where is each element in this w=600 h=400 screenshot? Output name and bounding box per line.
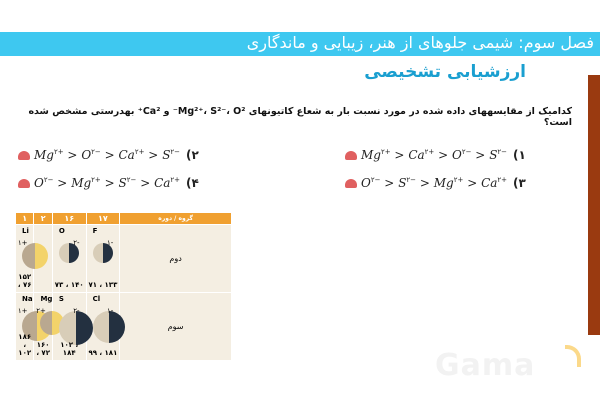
group-header: ۲ — [34, 213, 52, 225]
ion: Mg — [361, 148, 381, 162]
gt-sign: > — [384, 176, 395, 190]
ion: O — [81, 148, 92, 162]
ion: O — [361, 176, 371, 190]
period-label: دوم — [120, 225, 232, 293]
ion-charge: ۲− — [126, 176, 137, 184]
element-symbol: Li — [22, 227, 29, 235]
option-1[interactable] — [345, 148, 526, 162]
option-number: (۴ — [186, 176, 199, 190]
ion-charge: ۲+ — [91, 176, 101, 184]
ion-charge: ۲- — [73, 239, 80, 247]
ion-charge: ۲− — [43, 176, 54, 184]
element-symbol: S — [58, 295, 64, 303]
table-row — [16, 293, 232, 361]
stamp-icon — [345, 151, 357, 160]
element-symbol: F — [92, 227, 98, 235]
ion: Ca — [154, 176, 171, 190]
ion: Ca — [118, 148, 135, 162]
table-row — [16, 225, 232, 293]
ion-charge: ۱- — [106, 239, 114, 247]
ion-charge: ۲+ — [36, 307, 46, 315]
gt-sign: > — [467, 176, 478, 190]
ion-charge: ۱- — [106, 307, 114, 315]
ion-charge: ۲− — [497, 148, 508, 156]
ion: Ca — [481, 176, 498, 190]
ion-charge: ۱+ — [17, 239, 28, 247]
ion-charge: ۲+ — [497, 176, 508, 184]
ion-charge: ۲− — [406, 176, 417, 184]
element-symbol: Mg — [40, 295, 53, 303]
ionic-radius-table — [15, 212, 232, 361]
side-accent-bar — [588, 75, 600, 335]
ion-charge: ۲- — [73, 307, 80, 315]
gt-sign: > — [394, 148, 405, 162]
option-number: (۳ — [513, 176, 526, 190]
option-number: (۱ — [513, 148, 526, 162]
ion: S — [489, 148, 498, 162]
ion-charge: ۲+ — [453, 176, 464, 184]
radii-values: ۱۰۲ ، ۱۸۴ — [60, 341, 79, 357]
logo-arc — [565, 345, 581, 367]
ion: Mg — [34, 148, 54, 162]
gt-sign: > — [104, 148, 115, 162]
ion-charge: ۲− — [91, 148, 101, 156]
corner-group: گروه — [178, 215, 193, 222]
ion: S — [118, 176, 127, 190]
gt-sign: > — [104, 176, 115, 190]
element-cell — [34, 293, 52, 361]
corner-header: گروه / دوره — [120, 213, 232, 225]
ion-charge: ۲+ — [424, 148, 435, 156]
gama-logo: Gama — [435, 348, 536, 383]
option-2[interactable] — [18, 148, 199, 162]
element-symbol: O — [58, 227, 65, 235]
ion-charge: ۲+ — [170, 176, 181, 184]
chapter-title: فصل سوم: شیمی جلوهای از هنر، زیبایی و ماندگاری — [246, 33, 594, 52]
period-label: سوم — [120, 293, 232, 361]
element-cell — [16, 225, 34, 293]
radii-values: ۷۳ ، ۱۴۰ — [54, 281, 84, 289]
element-symbol: Na — [22, 295, 33, 303]
group-header: ۱۶ — [52, 213, 86, 225]
radii-values: ۱۸۶ ، ۱۰۲ — [18, 333, 32, 357]
gt-sign: > — [67, 148, 78, 162]
corner-period: دوره — [158, 215, 173, 222]
option-3[interactable] — [345, 176, 526, 190]
option-4[interactable] — [18, 176, 199, 190]
gt-sign: > — [419, 176, 430, 190]
chapter-header — [0, 32, 600, 56]
radii-values: ۹۹ ، ۱۸۱ — [88, 349, 118, 357]
gt-sign: > — [140, 176, 151, 190]
option-number: (۲ — [186, 148, 199, 162]
ion-charge: ۲− — [170, 148, 181, 156]
element-symbol: Cl — [92, 295, 101, 303]
ion: Ca — [408, 148, 425, 162]
group-header: ۱۷ — [86, 213, 120, 225]
ion: Mg — [433, 176, 454, 190]
ion-charge: ۱+ — [17, 307, 28, 315]
ion-charge: ۲− — [370, 176, 381, 184]
element-cell — [16, 293, 34, 361]
ion-charge: ۲+ — [380, 148, 391, 156]
ion-charge: ۲− — [461, 148, 472, 156]
ion: S — [162, 148, 171, 162]
ion: O — [452, 148, 462, 162]
gt-sign: > — [57, 176, 68, 190]
stamp-icon — [18, 179, 30, 188]
question-text: کدامیک از مقایسههای داده شده در مورد نسبت بار به شعاع کاتیونهای Mg²⁺، S²⁻، O²⁻ و Ca²⁺ بهدرستی مشخص شده است؟ — [28, 106, 572, 128]
ion-charge: ۲+ — [134, 148, 145, 156]
element-cell — [52, 225, 86, 293]
empty-cell — [34, 225, 52, 293]
ion-charge: ۲+ — [53, 148, 64, 156]
element-cell — [52, 293, 86, 361]
group-header: ۱ — [16, 213, 34, 225]
ion: O — [34, 176, 44, 190]
gt-sign: > — [438, 148, 449, 162]
radii-values: ۷۱ ، ۱۳۳ — [88, 281, 118, 289]
table-header-row — [16, 213, 232, 225]
section-title: ارزشیابی تشخیصی — [364, 62, 526, 82]
element-cell — [86, 225, 120, 293]
ion: Mg — [71, 176, 92, 190]
element-cell — [86, 293, 120, 361]
radii-values: ۱۶۰ ، ۷۲ — [36, 341, 50, 357]
gt-sign: > — [148, 148, 159, 162]
stamp-icon — [345, 179, 357, 188]
radii-values: ۱۵۲ ، ۷۶ — [17, 273, 32, 289]
stamp-icon — [18, 151, 30, 160]
gt-sign: > — [475, 148, 486, 162]
ion: S — [398, 176, 407, 190]
